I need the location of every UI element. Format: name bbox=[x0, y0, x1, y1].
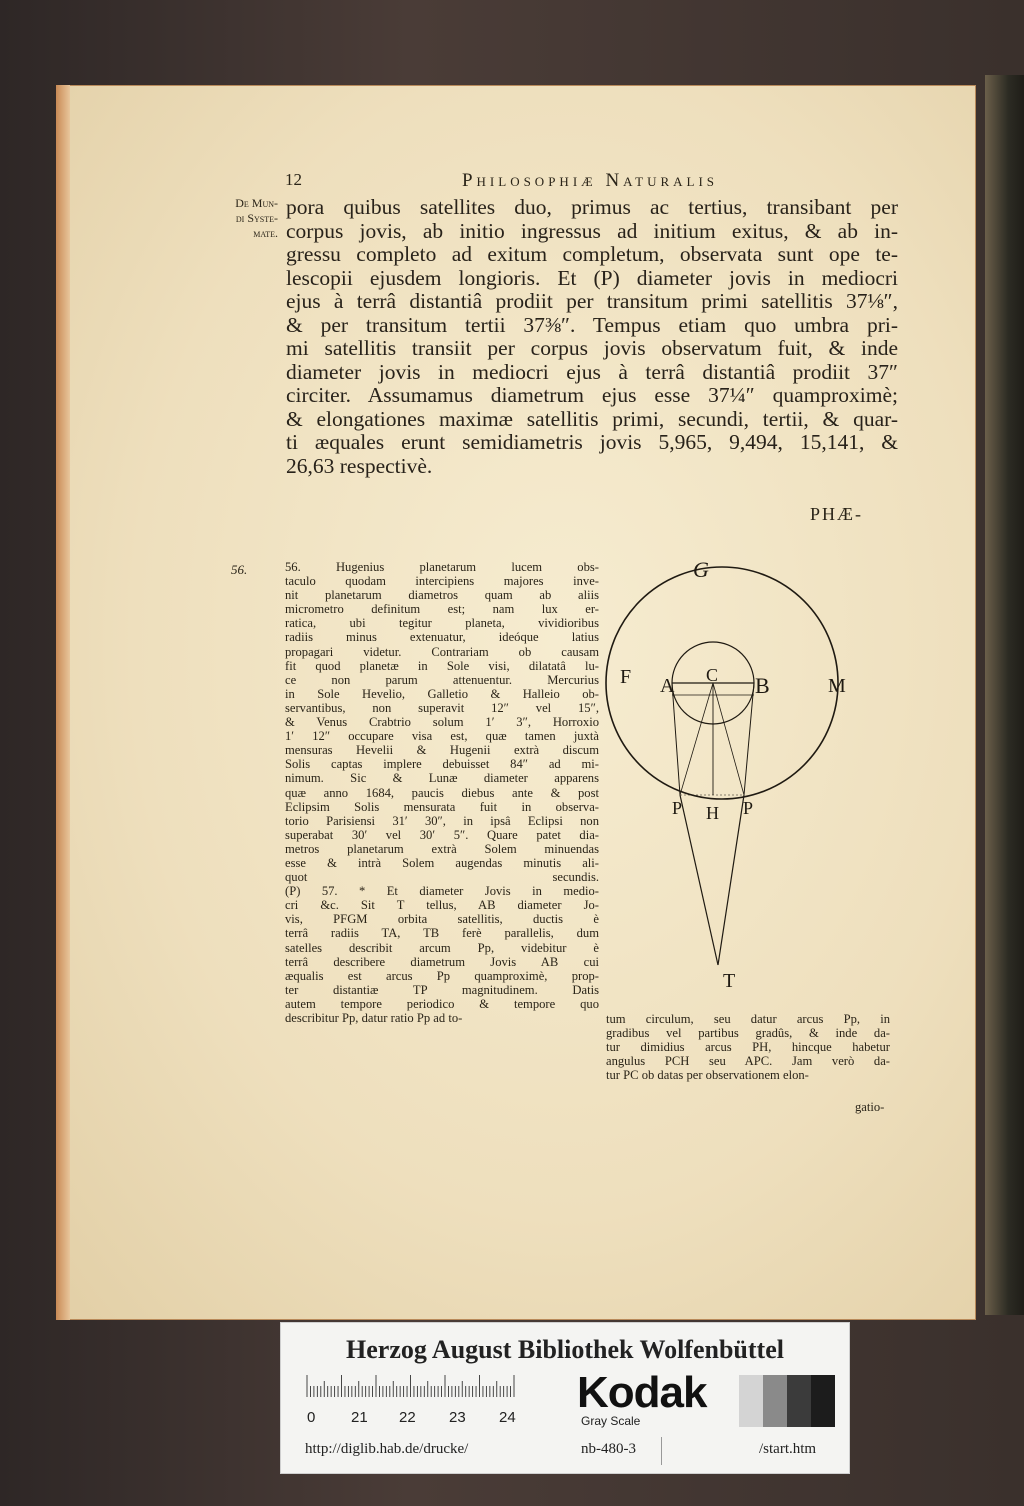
footnote-line: tum circulum, seu datur arcus Pp, in bbox=[606, 1012, 890, 1026]
footnote-line: æqualis est arcus Pp quamproximè, prop- bbox=[285, 968, 599, 983]
ruler-number: 24 bbox=[499, 1409, 516, 1426]
label-t: T bbox=[723, 970, 736, 992]
footnote-line: nit planetarum diametros quam ab aliis bbox=[285, 588, 599, 603]
main-text-line: circiter. Assumamus diametrum ejus esse 37¼″ quamproximè; bbox=[286, 383, 898, 407]
main-text-line: diameter jovis in mediocri ejus à terrâ distantiâ prodiit 37″ bbox=[286, 359, 898, 384]
gray-swatches bbox=[739, 1375, 835, 1427]
radius-cp-right bbox=[713, 683, 744, 795]
library-color-card bbox=[280, 1322, 850, 1474]
margin-note-line: di Syste- bbox=[235, 211, 278, 225]
gray-scale-label: Gray Scale bbox=[581, 1414, 641, 1428]
footnote-line: quot secundis. bbox=[285, 870, 599, 885]
footnote-line: Eclipsim Solis mensurata fuit in observa- bbox=[285, 799, 599, 814]
running-title: Philosophiæ Naturalis bbox=[461, 170, 719, 191]
footnote-line: 1′ 12″ occupare visa est, quæ tamen juxtà bbox=[285, 729, 599, 744]
kodak-logo: Kodak bbox=[577, 1368, 707, 1417]
ray-tb-lower bbox=[718, 795, 744, 965]
main-text-line: gressu completo ad exitum completum, observata sunt ope te- bbox=[286, 242, 898, 266]
footnote-line: mensuras Hevelii & Hugenii extrà discum bbox=[285, 743, 599, 758]
footnote-line: radiis minus extenuatur, ideóque latius bbox=[285, 630, 599, 645]
label-b: B bbox=[755, 673, 770, 698]
adjacent-page-edge bbox=[985, 75, 1024, 1315]
label-c: C bbox=[706, 665, 719, 685]
gray-swatch bbox=[763, 1375, 787, 1427]
footnote-line: Solis captas implere debuisset 84″ ad mi- bbox=[285, 757, 599, 772]
label-f: F bbox=[620, 666, 632, 688]
margin-note bbox=[184, 196, 278, 241]
label-p-right: P bbox=[743, 798, 754, 818]
main-text-line: corpus jovis, ab initio ingressus ad initium exitus, & ab in- bbox=[286, 218, 898, 243]
footnote-line: autem tempore periodico & tempore quo bbox=[285, 996, 599, 1011]
main-text-line: ti æquales erunt semidiametris jovis 5,965, 9,494, 15,141, & bbox=[286, 430, 898, 454]
footnote-line: ter distantiæ TP magnitudinem. Datis bbox=[285, 982, 599, 997]
footnote-line: micrometro definitum est; nam lux er- bbox=[285, 602, 599, 617]
main-text-line: 26,63 respectivè. bbox=[286, 453, 433, 478]
main-text-block bbox=[286, 196, 898, 478]
footnote-line: tur PC ob datas per observationem elon- bbox=[606, 1068, 809, 1083]
catchword-top: PHÆ- bbox=[810, 504, 864, 524]
footnote-line: nimum. Sic & Lunæ diameter apparens bbox=[285, 771, 599, 786]
gray-swatch bbox=[739, 1375, 763, 1427]
footnote-line: tur dimidius arcus PH, hincque habetur bbox=[606, 1040, 890, 1055]
ruler-number: 0 bbox=[307, 1409, 316, 1426]
label-a: A bbox=[660, 675, 675, 697]
footnote-line: servantibus, non superavit 12″ vel 15″, bbox=[285, 700, 599, 715]
gray-swatch bbox=[787, 1375, 811, 1427]
catchword-bottom: gatio- bbox=[855, 1100, 885, 1114]
page-gutter-edge bbox=[56, 85, 70, 1320]
note-side-number: 56. bbox=[231, 562, 248, 577]
main-text-line: lescopii ejusdem longioris. Et (P) diameter jovis in mediocri bbox=[286, 265, 898, 290]
gray-swatch bbox=[811, 1375, 835, 1427]
main-text-line: & elongationes maximæ satellitis primi, secundi, tertii, & quar- bbox=[286, 406, 898, 431]
footnote-line: terrâ radiis TA, TB ferè parallelis, dum bbox=[285, 926, 599, 941]
footnote-line: fit quod planetæ in Sole visi, dilatatâ lu- bbox=[285, 658, 599, 673]
footnote-line: cri &c. Sit T tellus, AB diameter Jo- bbox=[285, 898, 599, 913]
ray-tb-upper bbox=[744, 683, 754, 795]
footnote-line: taculo quodam intercipiens majores inve- bbox=[285, 574, 599, 589]
main-text-line: pora quibus satellites duo, primus ac tertius, transibant per bbox=[286, 195, 898, 219]
footnote-line: quæ anno 1684, paucis diebus ante & post bbox=[285, 785, 599, 800]
ruler-scale bbox=[305, 1375, 517, 1397]
footnote-line: in Sole Hevelio, Galletio & Halleio ob- bbox=[285, 686, 599, 701]
main-text-line: & per transitum tertii 37⅜″. Tempus etiam quo umbra pri- bbox=[286, 312, 898, 337]
label-m: M bbox=[828, 675, 846, 697]
footnote-line: satelles describit arcum Pp, videbitur è bbox=[285, 940, 599, 955]
main-text-line: mi satellitis transiit per corpus jovis observatum fuit, & inde bbox=[286, 336, 898, 360]
ruler-number: 22 bbox=[399, 1409, 416, 1426]
footnote-line: metros planetarum extrà Solem minuendas bbox=[285, 841, 599, 856]
footnote-line: ce non parum attenuentur. Mercurius bbox=[285, 672, 599, 687]
footnote-line: ratica, ubi tegitur planeta, vividioribus bbox=[285, 616, 599, 631]
margin-note-line: De Mun- bbox=[235, 196, 278, 210]
running-head bbox=[285, 170, 895, 198]
page-number: 12 bbox=[285, 170, 302, 189]
footnote-line: esse & intrà Solem augendas minutis ali- bbox=[285, 855, 599, 870]
library-name: Herzog August Bibliothek Wolfenbüttel bbox=[346, 1335, 784, 1364]
card-identifier: nb-480-3 bbox=[581, 1441, 636, 1457]
footnote-column-left bbox=[285, 560, 599, 1025]
label-g: G bbox=[693, 557, 709, 582]
card-divider bbox=[661, 1437, 662, 1465]
ruler-number: 23 bbox=[449, 1409, 466, 1426]
footnote-line: angulus PCH seu APC. Jam verò da- bbox=[606, 1054, 890, 1069]
source-url: http://diglib.hab.de/drucke/ bbox=[305, 1441, 469, 1457]
footnote-column-right bbox=[606, 1012, 890, 1082]
footnote-line: describitur Pp, datur ratio Pp ad to- bbox=[285, 1011, 463, 1025]
margin-note-line: mate. bbox=[253, 226, 278, 240]
footnote-line: 56. Hugenius planetarum lucem obs- bbox=[285, 560, 599, 574]
footnote-line: propagari videtur. Contrariam ob causam bbox=[285, 644, 599, 659]
main-text-line: ejus à terrâ distantiâ prodiit per transitum primi satellitis 37⅛″, bbox=[286, 289, 898, 313]
footnote-line: (P) 57. * Et diameter Jovis in medio- bbox=[285, 884, 599, 899]
footnote-line: torio Parisiensi 31′ 30″, in ipsâ Eclipsi non bbox=[285, 813, 599, 828]
footnote-line: superabat 30′ vel 30′ 5″. Quare patet dia- bbox=[285, 827, 599, 842]
ruler-number: 21 bbox=[351, 1409, 368, 1426]
footnote-line: vis, PFGM orbita satellitis, ductis è bbox=[285, 912, 599, 927]
label-p-left: P bbox=[672, 798, 683, 818]
label-h: H bbox=[706, 803, 719, 823]
footnote-line: terrâ describere diametrum Jovis AB cui bbox=[285, 954, 599, 969]
start-url: /start.htm bbox=[759, 1441, 817, 1457]
footnote-line: & Venus Crabtrio solum 1′ 3″, Horroxio bbox=[285, 715, 599, 730]
jupiter-satellite-diagram bbox=[590, 555, 890, 995]
footnote-line: gradibus vel partibus gradûs, & inde da- bbox=[606, 1026, 890, 1041]
radius-cp-left bbox=[680, 683, 713, 795]
